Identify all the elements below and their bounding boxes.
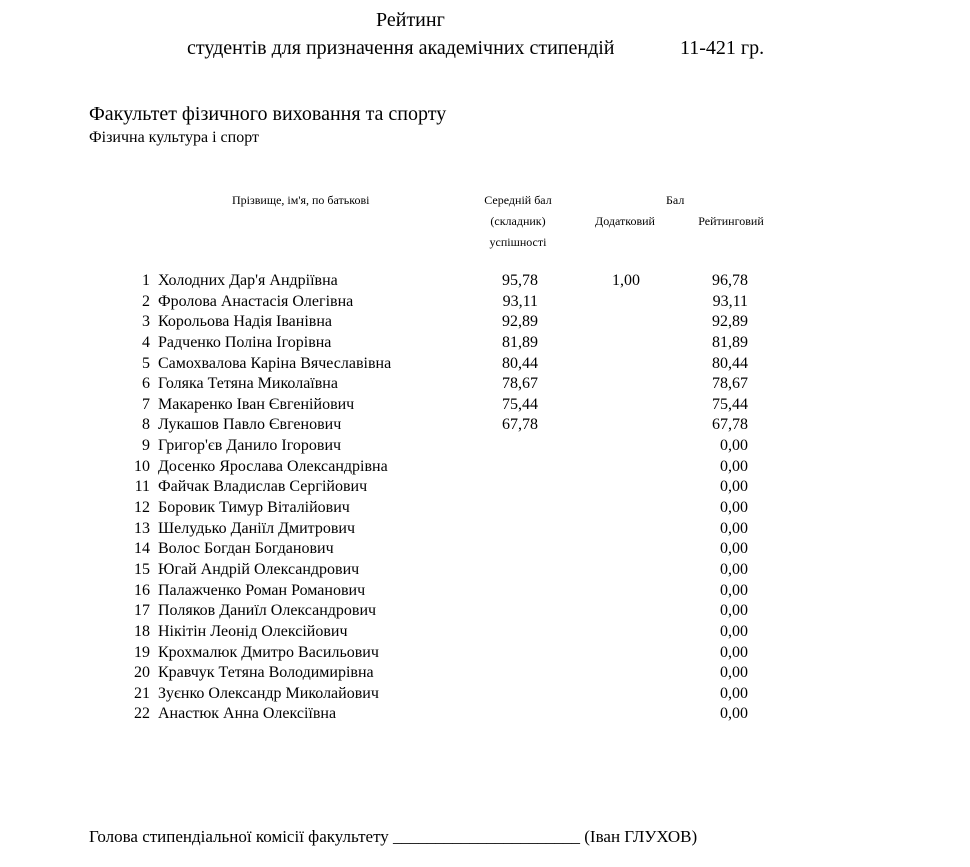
rating-score: 96,78 — [712, 272, 748, 289]
rating-score: 0,00 — [720, 705, 748, 723]
table-row — [0, 539, 970, 560]
rating-score: 75,44 — [712, 395, 748, 413]
student-name: Волос Богдан Богданович — [158, 540, 334, 558]
row-number: 14 — [134, 540, 150, 558]
row-number: 20 — [134, 664, 150, 682]
document-subtitle: студентів для призначення академічних стипендій — [187, 37, 615, 59]
table-row — [0, 622, 970, 643]
row-number: 4 — [142, 333, 150, 351]
row-number: 9 — [142, 437, 150, 455]
average-score: 95,78 — [502, 272, 538, 289]
student-name: Боровик Тимур Віталійович — [158, 499, 350, 517]
row-number: 12 — [134, 499, 150, 517]
rating-score: 0,00 — [720, 622, 748, 640]
row-number: 18 — [134, 622, 150, 640]
average-score: 81,89 — [502, 333, 538, 351]
student-name: Лукашов Павло Євгенович — [158, 416, 342, 434]
student-name: Шелудько Даніїл Дмитрович — [158, 519, 356, 537]
table-row — [0, 704, 970, 725]
row-number: 7 — [142, 395, 150, 413]
rating-score: 0,00 — [720, 499, 748, 517]
table-row — [0, 395, 970, 416]
table-row — [0, 601, 970, 622]
row-number: 8 — [142, 416, 150, 434]
row-number: 17 — [134, 602, 150, 620]
table-row — [0, 457, 970, 478]
student-name: Корольова Надія Іванівна — [158, 313, 332, 331]
student-name: Григор'єв Данило Ігорович — [158, 437, 342, 455]
column-header-additional: Додатковий — [595, 214, 655, 228]
student-name: Холодних Дар'я Андріївна — [158, 272, 338, 289]
student-name: Югай Андрій Олександрович — [158, 560, 360, 578]
table-row — [0, 333, 970, 354]
column-header-average-line: Середній бал — [484, 193, 552, 207]
table-row — [0, 292, 970, 313]
row-number: 16 — [134, 581, 150, 599]
column-header-average-line: успішності — [489, 235, 547, 249]
specialty-name: Фізична культура і спорт — [89, 129, 259, 146]
table-row — [0, 519, 970, 540]
average-score: 67,78 — [502, 416, 538, 434]
column-header-average — [470, 190, 566, 253]
row-number: 11 — [134, 478, 150, 496]
student-name: Файчак Владислав Сергійович — [158, 478, 368, 496]
average-score: 75,44 — [502, 395, 538, 413]
table-row — [0, 477, 970, 498]
student-name: Радченко Поліна Ігорівна — [158, 333, 332, 351]
table-row — [0, 415, 970, 436]
rating-score: 0,00 — [720, 478, 748, 496]
student-name: Зуєнко Олександр Миколайович — [158, 684, 379, 702]
rating-score: 0,00 — [720, 540, 748, 558]
student-name: Самохвалова Каріна Вячеславівна — [158, 354, 392, 372]
table-row — [0, 312, 970, 333]
table-row — [0, 498, 970, 519]
table-row — [0, 271, 970, 292]
column-header-name: Прізвище, ім'я, по батькові — [232, 193, 370, 207]
group-code: 11-421 гр. — [680, 37, 765, 59]
row-number: 10 — [134, 457, 150, 475]
student-name: Макаренко Іван Євгенійович — [158, 395, 355, 413]
row-number: 22 — [134, 705, 150, 723]
rating-score: 0,00 — [720, 437, 748, 455]
table-row — [0, 643, 970, 664]
row-number: 19 — [134, 643, 150, 661]
rating-score: 0,00 — [720, 581, 748, 599]
table-row — [0, 581, 970, 602]
rating-score: 78,67 — [712, 375, 748, 393]
rating-table-body — [0, 271, 970, 725]
average-score: 93,11 — [502, 292, 538, 310]
rating-score: 80,44 — [712, 354, 748, 372]
student-name: Палажченко Роман Романович — [158, 581, 366, 599]
rating-score: 67,78 — [712, 416, 748, 434]
additional-score: 1,00 — [612, 272, 640, 289]
signature-line: Голова стипендіальної комісії факультету ______________________ (Іван ГЛУХОВ) — [89, 827, 698, 846]
rating-score: 0,00 — [720, 643, 748, 661]
row-number: 6 — [142, 375, 150, 393]
rating-score: 0,00 — [720, 519, 748, 537]
column-header-rating: Рейтинговий — [698, 214, 764, 228]
average-score: 80,44 — [502, 354, 538, 372]
table-row — [0, 436, 970, 457]
table-row — [0, 354, 970, 375]
average-score: 92,89 — [502, 313, 538, 331]
average-score: 78,67 — [502, 375, 538, 393]
row-number: 1 — [142, 272, 150, 289]
rating-score: 81,89 — [712, 333, 748, 351]
document-title: Рейтинг — [376, 9, 445, 31]
table-row — [0, 560, 970, 581]
student-name: Поляков Даниїл Олександрович — [158, 602, 377, 620]
column-header-average-line: (складник) — [490, 214, 546, 228]
column-header-score-group: Бал — [666, 193, 685, 207]
student-name: Нікітін Леонід Олексійович — [158, 622, 348, 640]
row-number: 13 — [134, 519, 150, 537]
rating-score: 0,00 — [720, 560, 748, 578]
faculty-name: Факультет фізичного виховання та спорту — [89, 103, 447, 125]
row-number: 21 — [134, 684, 150, 702]
rating-score: 0,00 — [720, 602, 748, 620]
student-name: Голяка Тетяна Миколаївна — [158, 375, 338, 393]
row-number: 5 — [142, 354, 150, 372]
rating-score: 0,00 — [720, 684, 748, 702]
rating-score: 0,00 — [720, 664, 748, 682]
table-row — [0, 684, 970, 705]
student-name: Анастюк Анна Олексіївна — [158, 705, 337, 723]
rating-score: 92,89 — [712, 313, 748, 331]
row-number: 3 — [142, 313, 150, 331]
student-name: Кравчук Тетяна Володимирівна — [158, 664, 374, 682]
table-row — [0, 374, 970, 395]
table-row — [0, 663, 970, 684]
student-name: Досенко Ярослава Олександрівна — [158, 457, 388, 475]
row-number: 15 — [134, 560, 150, 578]
rating-score: 93,11 — [712, 292, 748, 310]
student-name: Крохмалюк Дмитро Васильович — [158, 643, 379, 661]
student-name: Фролова Анастасія Олегівна — [158, 292, 354, 310]
rating-score: 0,00 — [720, 457, 748, 475]
row-number: 2 — [142, 292, 150, 310]
